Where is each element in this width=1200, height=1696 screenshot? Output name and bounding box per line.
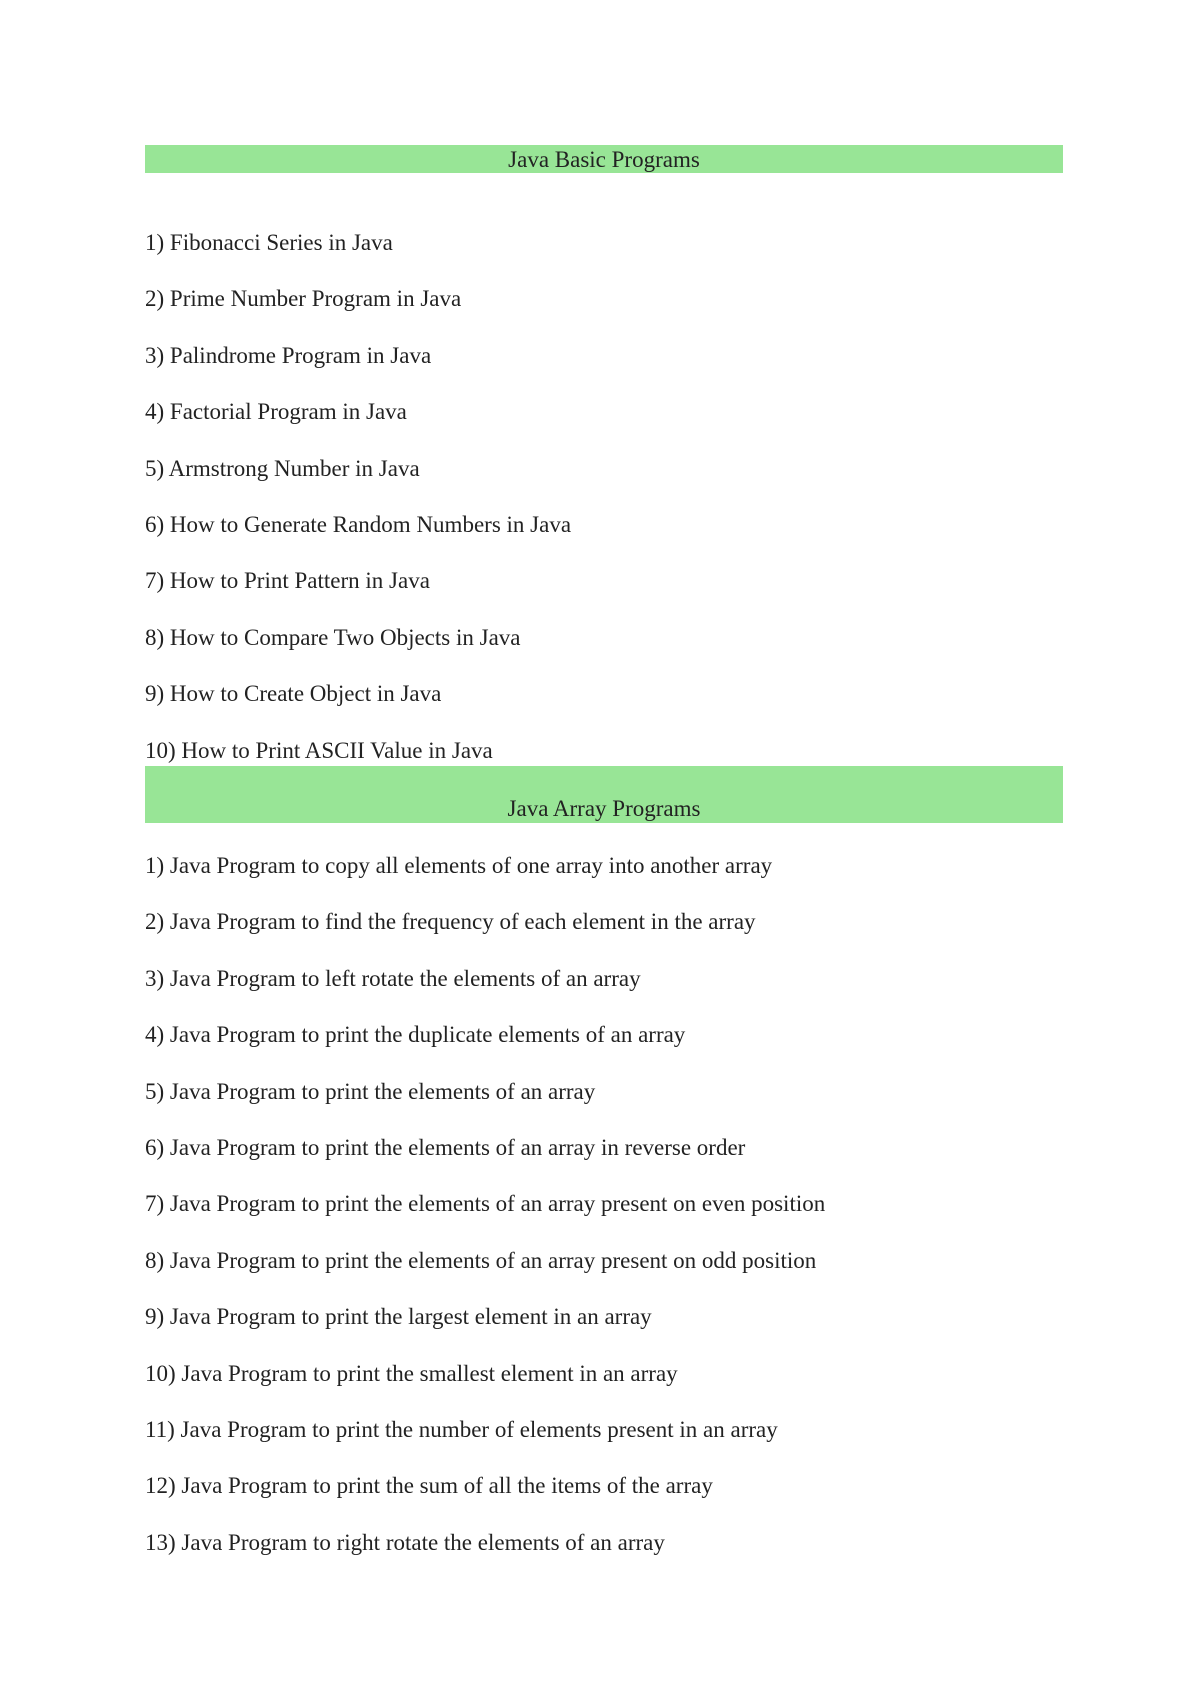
- list-item: 11) Java Program to print the number of elements present in an array: [145, 1416, 778, 1442]
- program-list: [145, 854, 1063, 1587]
- list-item: 6) How to Generate Random Numbers in Java: [145, 511, 572, 537]
- list-item: 6) Java Program to print the elements of an array in reverse order: [145, 1134, 746, 1160]
- list-item: 12) Java Program to print the sum of all the items of the array: [145, 1473, 713, 1499]
- list-item: 10) How to Print ASCII Value in Java: [145, 737, 493, 763]
- list-item: 2) Prime Number Program in Java: [145, 286, 462, 312]
- list-item: 1) Fibonacci Series in Java: [145, 230, 393, 255]
- list-item: 5) Armstrong Number in Java: [145, 455, 420, 481]
- list-item: 9) Java Program to print the largest element in an array: [145, 1304, 652, 1330]
- list-item: 9) How to Create Object in Java: [145, 681, 442, 707]
- section-java-basic-programs: [145, 145, 1063, 795]
- list-item: 3) Java Program to left rotate the elements of an array: [145, 965, 641, 991]
- list-item: 4) Java Program to print the duplicate elements of an array: [145, 1022, 686, 1048]
- list-item: 7) Java Program to print the elements of an array present on even position: [145, 1191, 826, 1217]
- list-item: 1) Java Program to copy all elements of one array into another array: [145, 853, 773, 878]
- section-title: Java Array Programs: [507, 796, 701, 821]
- section-java-array-programs: [145, 766, 1063, 1587]
- program-list: [145, 231, 1063, 795]
- list-item: 8) Java Program to print the elements of an array present on odd position: [145, 1247, 817, 1273]
- list-item: 7) How to Print Pattern in Java: [145, 568, 430, 594]
- section-title: Java Basic Programs: [508, 147, 700, 172]
- list-item: 4) Factorial Program in Java: [145, 399, 407, 425]
- list-item: 3) Palindrome Program in Java: [145, 342, 432, 368]
- list-item: 10) Java Program to print the smallest element in an array: [145, 1360, 678, 1386]
- list-item: 13) Java Program to right rotate the elements of an array: [145, 1529, 665, 1555]
- section-header: [145, 766, 1063, 823]
- list-item: 8) How to Compare Two Objects in Java: [145, 624, 521, 650]
- section-header: [145, 145, 1063, 173]
- list-item: 5) Java Program to print the elements of an array: [145, 1078, 596, 1104]
- list-item: 2) Java Program to find the frequency of each element in the array: [145, 909, 756, 935]
